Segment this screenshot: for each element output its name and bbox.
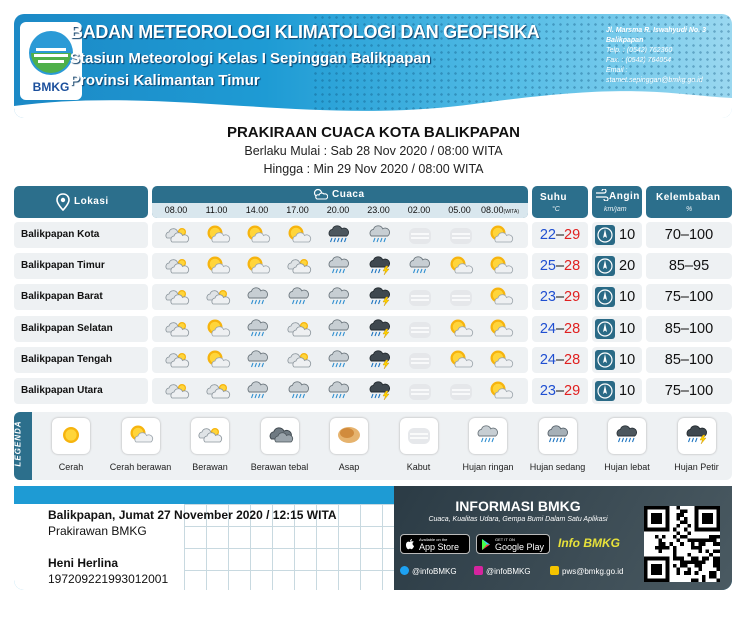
- temperature-cell: [532, 222, 588, 248]
- temperature-column-header: [532, 186, 588, 218]
- temp-separator: –: [555, 227, 565, 243]
- legend-label: Asap: [338, 462, 360, 472]
- temp-max: 29: [564, 289, 581, 305]
- temperature-cell: [532, 253, 588, 279]
- wind-cell: [592, 316, 642, 342]
- berawan-icon: [284, 349, 314, 371]
- cerah-berawan-icon: [486, 349, 516, 371]
- temp-max: 28: [564, 352, 581, 368]
- wind-speed: 10: [619, 383, 636, 399]
- temp-header-label: Suhu: [540, 192, 567, 203]
- google-play-button[interactable]: [476, 534, 550, 554]
- cerah-berawan-icon: [486, 224, 516, 246]
- time-value: 23.00: [367, 205, 390, 215]
- weather-cell-group: [152, 222, 528, 248]
- hujan-ringan-icon: [365, 224, 395, 246]
- kabut-icon: [446, 224, 476, 246]
- legend-label: Berawan tebal: [250, 462, 309, 472]
- cerah-berawan-icon: [486, 255, 516, 277]
- temp-min: 24: [539, 321, 556, 337]
- legend-label: Berawan: [192, 462, 228, 472]
- time-label: [156, 205, 196, 215]
- temp-min: 23: [539, 289, 556, 305]
- berawan-icon: [203, 286, 233, 308]
- humidity-cell: 70–100: [646, 222, 732, 248]
- hujan-ringan-icon: [284, 380, 314, 402]
- cerah-berawan-icon: [203, 318, 233, 340]
- legend-tab: [14, 412, 32, 480]
- info-subtitle: Cuaca, Kualitas Udara, Gempa Bumi Dalam Satu Aplikasi: [428, 516, 608, 523]
- hujan-ringan-icon: [324, 286, 354, 308]
- wind-column-header: [592, 186, 642, 218]
- location-cell: Balikpapan Timur: [14, 253, 148, 279]
- wind-cell: [592, 222, 642, 248]
- instagram-text: @infoBMKG: [486, 567, 531, 576]
- hujan-ringan-icon: [243, 318, 273, 340]
- app-store-label: App Store: [419, 542, 460, 552]
- apple-icon: [405, 539, 415, 550]
- temp-min: 22: [539, 227, 556, 243]
- legend-item: [662, 418, 732, 472]
- location-cell: Balikpapan Tengah: [14, 347, 148, 373]
- time-label: [237, 205, 277, 215]
- wind-header-label: Angin: [609, 191, 640, 202]
- wind-direction-icon: [595, 350, 615, 370]
- berawan-icon: [162, 318, 192, 340]
- wind-cell: [592, 284, 642, 310]
- berawan-icon: [191, 418, 229, 454]
- legend-item: [175, 418, 245, 472]
- wind-icon: [595, 189, 609, 201]
- time-zone-suffix: (WITA): [503, 209, 519, 215]
- kabut-icon: [405, 224, 435, 246]
- berawan-icon: [284, 255, 314, 277]
- temp-separator: –: [555, 383, 565, 399]
- wind-cell: [592, 378, 642, 404]
- wind-direction-icon: [595, 287, 615, 307]
- legend-item: [453, 418, 523, 472]
- wind-speed: 20: [619, 258, 636, 274]
- forecast-title: PRAKIRAAN CUACA KOTA BALIKPAPAN: [226, 124, 521, 141]
- province-title: Provinsi Kalimantan Timur: [70, 72, 260, 89]
- temperature-cell: [532, 316, 588, 342]
- berawan-icon: [162, 380, 192, 402]
- cerah-berawan-icon: [203, 224, 233, 246]
- cerah-berawan-icon: [243, 255, 273, 277]
- hujan-ringan-icon: [284, 286, 314, 308]
- berawan-tebal-icon: [261, 418, 299, 454]
- temp-max: 28: [564, 321, 581, 337]
- kabut-icon: [405, 318, 435, 340]
- forecaster-nip: 197209221993012001: [48, 572, 169, 586]
- cerah-berawan-icon: [446, 349, 476, 371]
- mail-icon: [550, 566, 559, 575]
- hujan-ringan-icon: [324, 255, 354, 277]
- time-value: 20.00: [326, 205, 350, 215]
- humidity-cell: 75–100: [646, 378, 732, 404]
- time-label: [440, 205, 480, 215]
- wind-unit: km/jam: [604, 206, 627, 213]
- email-text: stamet.sepinggan@bmkg.go.id: [606, 77, 703, 84]
- time-row: [152, 203, 528, 218]
- valid-until: Hingga : Min 29 Nov 2020 / 08:00 WITA: [263, 162, 484, 176]
- humidity-column-header: [646, 186, 732, 218]
- app-name: Info BMKG: [558, 536, 620, 550]
- email-contact-text: pws@bmkg.go.id: [562, 567, 624, 576]
- temp-min: 24: [539, 352, 556, 368]
- agency-title: BADAN METEOROLOGI KLIMATOLOGI DAN GEOFISIKA: [70, 22, 540, 42]
- temperature-cell: [532, 347, 588, 373]
- forecaster-name: Heni Herlina: [48, 556, 119, 570]
- time-value: 08.00: [164, 205, 188, 215]
- app-store-small: Available on the: [419, 537, 448, 542]
- wind-cell: [592, 347, 642, 373]
- twitter-icon: [400, 566, 409, 575]
- kabut-icon: [446, 380, 476, 402]
- temp-separator: –: [555, 289, 565, 305]
- wind-speed: 10: [619, 227, 636, 243]
- wind-cell: [592, 253, 642, 279]
- email-contact[interactable]: [550, 566, 623, 576]
- wind-direction-icon: [595, 319, 615, 339]
- app-store-button[interactable]: [400, 534, 470, 554]
- legend-label: Cerah berawan: [109, 462, 172, 472]
- info-title: INFORMASI BMKG: [455, 498, 581, 514]
- phone-text: Telp. : (0542) 762360: [606, 47, 673, 54]
- temp-max: 28: [564, 258, 581, 274]
- temperature-cell: [532, 284, 588, 310]
- time-value: 02.00: [407, 205, 431, 215]
- logo-text: BMKG: [32, 80, 70, 94]
- temperature-cell: [532, 378, 588, 404]
- kabut-icon: [446, 286, 476, 308]
- location-pin-icon: [56, 193, 70, 211]
- wind-direction-icon: [595, 225, 615, 245]
- google-play-label: Google Play: [495, 542, 545, 552]
- kabut-icon: [405, 380, 435, 402]
- fax-text: Fax. : (0542) 764054: [606, 57, 671, 64]
- time-label: [278, 205, 318, 215]
- instagram-icon: [474, 566, 483, 575]
- cerah-berawan-icon: [203, 349, 233, 371]
- weather-header-label: Cuaca: [332, 189, 365, 200]
- location-cell: Balikpapan Barat: [14, 284, 148, 310]
- time-value: 05.00: [448, 205, 471, 215]
- temp-separator: –: [555, 352, 565, 368]
- hujan-petir-icon: [365, 255, 395, 277]
- weather-cell-group: [152, 378, 528, 404]
- station-title: Stasiun Meteorologi Kelas I Sepinggan Balikpapan: [70, 50, 431, 67]
- legend-label: Hujan ringan: [462, 462, 514, 472]
- wind-direction-icon: [595, 381, 615, 401]
- kabut-icon: [400, 418, 438, 454]
- email-label: Email :: [606, 67, 628, 74]
- cerah-berawan-icon: [203, 255, 233, 277]
- temp-max: 29: [564, 383, 581, 399]
- humidity-cell: 85–95: [646, 253, 732, 279]
- legend-label: Hujan Petir: [674, 462, 719, 472]
- cerah-icon: [52, 418, 90, 454]
- twitter-text: @infoBMKG: [412, 567, 457, 576]
- kabut-icon: [405, 286, 435, 308]
- cerah-berawan-icon: [446, 255, 476, 277]
- wind-speed: 10: [619, 352, 636, 368]
- temp-separator: –: [555, 321, 565, 337]
- hujan-ringan-icon: [324, 318, 354, 340]
- weather-cell-group: [152, 316, 528, 342]
- time-label: [318, 205, 358, 215]
- legend-item: [523, 418, 593, 472]
- legend-label: Hujan sedang: [529, 462, 586, 472]
- time-label: [399, 205, 439, 215]
- valid-from: Berlaku Mulai : Sab 28 Nov 2020 / 08:00 WITA: [244, 144, 503, 158]
- weather-cell-group: [152, 347, 528, 373]
- weather-cell-group: [152, 284, 528, 310]
- temp-min: 23: [539, 383, 556, 399]
- location-cell: Balikpapan Utara: [14, 378, 148, 404]
- legend-item: [592, 418, 662, 472]
- wind-speed: 10: [619, 289, 636, 305]
- forecaster-role: Prakirawan BMKG: [48, 524, 147, 538]
- legend-item: [314, 418, 384, 472]
- humidity-header-label: Kelembaban: [656, 192, 721, 203]
- qr-code[interactable]: [644, 506, 720, 582]
- cerah-berawan-icon: [486, 286, 516, 308]
- legend-item: [245, 418, 315, 472]
- berawan-icon: [203, 380, 233, 402]
- wind-direction-icon: [595, 256, 615, 276]
- asap-icon: [330, 418, 368, 454]
- google-play-icon: [481, 539, 491, 550]
- hujan-petir-icon: [365, 286, 395, 308]
- cerah-berawan-icon: [446, 318, 476, 340]
- twitter-handle[interactable]: [400, 566, 457, 576]
- time-label: [359, 205, 399, 215]
- humidity-cell: 75–100: [646, 284, 732, 310]
- contact-info: [606, 26, 726, 86]
- berawan-icon: [162, 349, 192, 371]
- legend-label: Cerah: [58, 462, 84, 472]
- hujan-lebat-icon: [608, 418, 646, 454]
- temp-unit: °C: [552, 206, 560, 213]
- location-cell: Balikpapan Selatan: [14, 316, 148, 342]
- location-cell: Balikpapan Kota: [14, 222, 148, 248]
- cerah-berawan-icon: [243, 224, 273, 246]
- berawan-icon: [284, 318, 314, 340]
- legend-tab-label: LEGENDA: [13, 420, 23, 467]
- hujan-lebat-icon: [324, 224, 354, 246]
- legend-item: [384, 418, 454, 472]
- legend-label: Kabut: [406, 462, 431, 472]
- temp-separator: –: [555, 258, 565, 274]
- cerah-berawan-icon: [122, 418, 160, 454]
- weather-cell-group: [152, 253, 528, 279]
- hujan-ringan-icon: [243, 380, 273, 402]
- sun-cloud-icon: [312, 188, 328, 200]
- berawan-icon: [162, 286, 192, 308]
- google-play-small: GET IT ON: [495, 537, 515, 542]
- hujan-petir-icon: [365, 349, 395, 371]
- instagram-handle[interactable]: [474, 566, 531, 576]
- cerah-berawan-icon: [486, 318, 516, 340]
- time-value: 11.00: [205, 205, 228, 215]
- hujan-petir-icon: [365, 318, 395, 340]
- address-line-2: Balikpapan: [606, 37, 644, 44]
- issue-date: Balikpapan, Jumat 27 November 2020 / 12:15 WITA: [48, 508, 337, 522]
- time-value: 08.00: [481, 205, 504, 215]
- cerah-berawan-icon: [486, 380, 516, 402]
- address-line-1: Jl. Marsma R. Iswahyudi No. 3: [606, 27, 706, 34]
- location-header-label: Lokasi: [74, 196, 109, 207]
- humidity-cell: 85–100: [646, 316, 732, 342]
- hujan-ringan-icon: [469, 418, 507, 454]
- temp-max: 29: [564, 227, 581, 243]
- humidity-cell: 85–100: [646, 347, 732, 373]
- kabut-icon: [405, 349, 435, 371]
- hujan-sedang-icon: [539, 418, 577, 454]
- berawan-icon: [162, 255, 192, 277]
- time-value: 14.00: [245, 205, 269, 215]
- time-label: [197, 205, 237, 215]
- legend-label: Hujan lebat: [604, 462, 650, 472]
- humidity-unit: %: [686, 206, 693, 213]
- hujan-ringan-icon: [324, 349, 354, 371]
- berawan-icon: [162, 224, 192, 246]
- hujan-petir-icon: [678, 418, 716, 454]
- hujan-ringan-icon: [324, 380, 354, 402]
- location-column-header: [14, 186, 148, 218]
- wind-speed: 10: [619, 321, 636, 337]
- hujan-ringan-icon: [243, 349, 273, 371]
- hujan-ringan-icon: [405, 255, 435, 277]
- temp-min: 25: [539, 258, 556, 274]
- cerah-berawan-icon: [284, 224, 314, 246]
- legend-item: [36, 418, 106, 472]
- hujan-petir-icon: [365, 380, 395, 402]
- time-label: [480, 205, 520, 215]
- hujan-ringan-icon: [243, 286, 273, 308]
- time-value: 17.00: [286, 205, 309, 215]
- legend-item: [106, 418, 176, 472]
